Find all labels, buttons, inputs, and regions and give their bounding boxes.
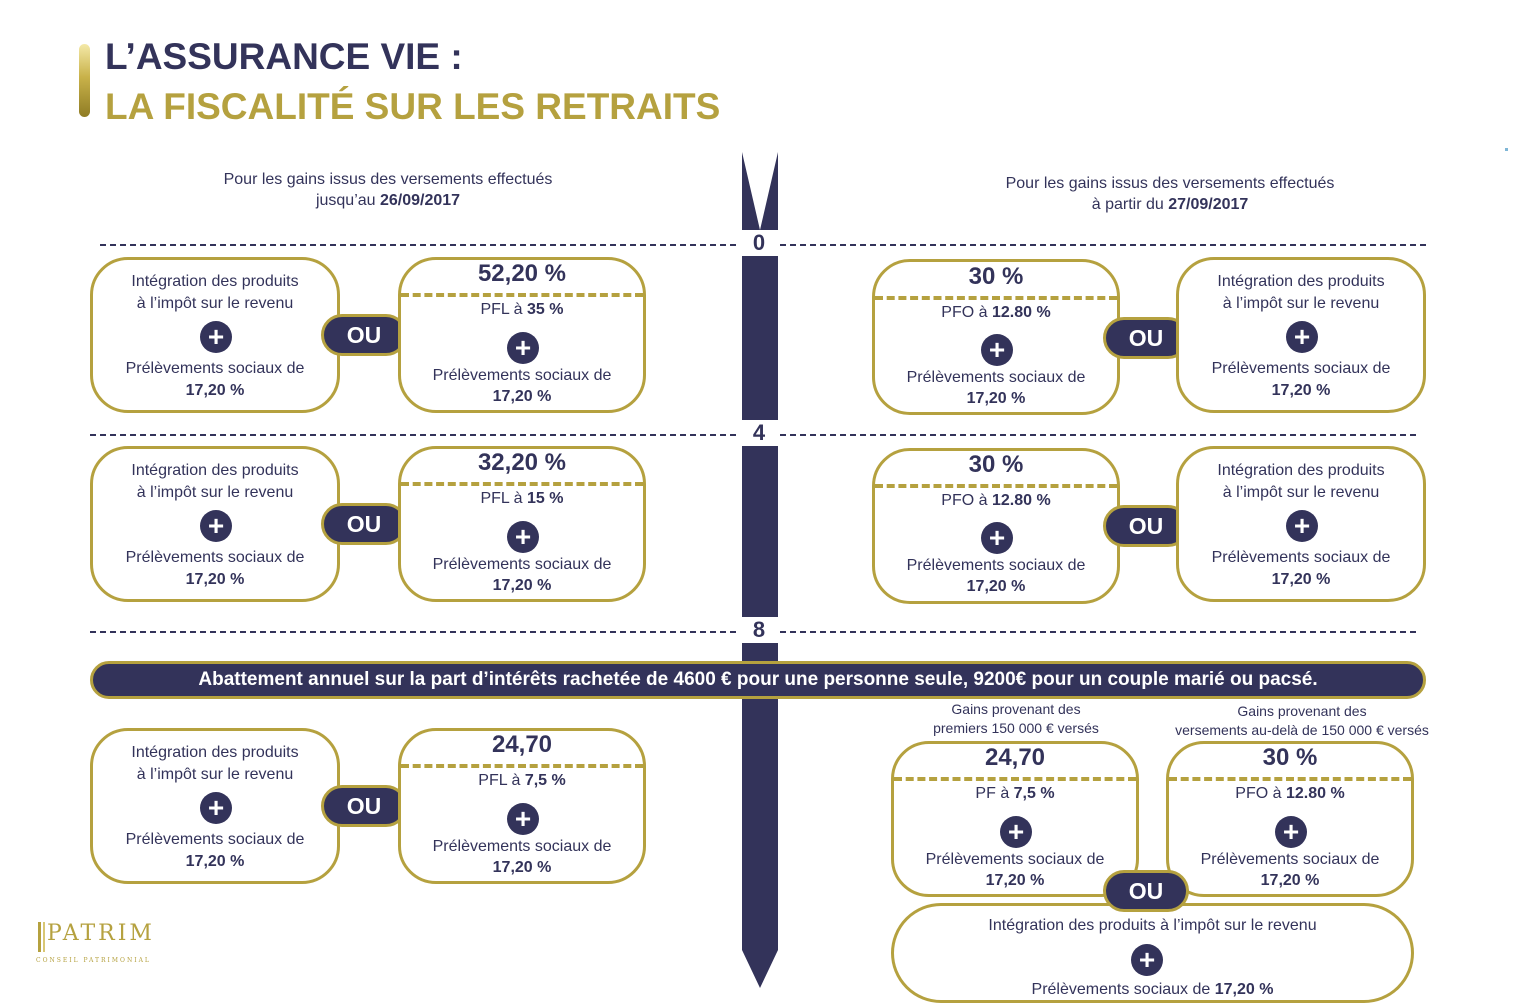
beyond-150k-label-line2: versements au-delà de 150 000 € versés: [1175, 722, 1429, 738]
left-header-line1: Pour les gains issus des versements effectués: [223, 171, 553, 188]
social-levy-label: Prélèvements sociaux de: [906, 369, 1086, 386]
year-label-0: 0: [739, 230, 779, 256]
income-tax-option-box: [90, 257, 340, 413]
logo-wordmark: PATRIM: [47, 921, 155, 946]
plus-icon: +: [507, 803, 539, 835]
income-tax-option-box: [1176, 257, 1426, 413]
flat-tax-beyond-150k-box: [1166, 741, 1414, 897]
total-rate: 30 %: [1262, 744, 1318, 771]
flat-tax-label: PFL à: [478, 772, 525, 789]
social-levy-label: Prélèvements sociaux de: [125, 831, 305, 848]
first-150k-label-line2: premiers 150 000 € versés: [933, 720, 1099, 736]
year-label-4: 4: [739, 420, 779, 446]
total-rate: 30 %: [968, 451, 1024, 478]
ir-text-line2: à l’impôt sur le revenu: [136, 766, 294, 783]
ir-text-line1: Intégration des produits: [131, 273, 299, 290]
flat-tax-label: PFL à: [480, 301, 528, 318]
social-levy-rate: 17,20 %: [966, 390, 1026, 407]
plus-icon: +: [981, 334, 1013, 366]
social-levy-rate: 17,20 %: [1271, 382, 1331, 399]
social-levy-rate: 17,20 %: [492, 388, 552, 405]
wide-social-levy-label: Prélèvements sociaux de: [1031, 981, 1215, 998]
plus-icon: +: [1131, 944, 1163, 976]
social-levy-rate: 17,20 %: [985, 872, 1045, 889]
social-levy-label: Prélèvements sociaux de: [432, 556, 612, 573]
income-tax-option-box: [90, 728, 340, 884]
social-levy-rate: 17,20 %: [185, 571, 245, 588]
logo-tagline: CONSEIL PATRIMONIAL: [36, 957, 151, 964]
flat-tax-label: PFO à: [941, 304, 992, 321]
social-levy-label: Prélèvements sociaux de: [1211, 360, 1391, 377]
total-rate: 24,70: [491, 731, 553, 758]
or-badge: OU: [1103, 505, 1189, 547]
flat-tax-rate: 7,5 %: [524, 772, 566, 789]
flat-tax-rate: 35 %: [527, 301, 564, 318]
plus-icon: +: [200, 792, 232, 824]
flat-tax-label: PFO à: [1235, 785, 1286, 802]
income-tax-wide-box: [891, 903, 1414, 1003]
or-badge: OU: [1103, 317, 1189, 359]
plus-icon: +: [1000, 816, 1032, 848]
social-levy-rate: 17,20 %: [492, 577, 552, 594]
social-levy-rate: 17,20 %: [492, 859, 552, 876]
social-levy-rate: 17,20 %: [1271, 571, 1331, 588]
right-header-date: 27/09/2017: [1168, 196, 1249, 213]
plus-icon: +: [981, 522, 1013, 554]
flat-tax-rate: 15 %: [527, 490, 564, 507]
gold-separator: [894, 777, 1136, 781]
wide-ir-text: Intégration des produits à l’impôt sur le revenu: [988, 917, 1317, 934]
social-levy-rate: 17,20 %: [185, 853, 245, 870]
right-column-header: [970, 173, 1370, 215]
gold-separator: [875, 484, 1117, 488]
ir-text-line1: Intégration des produits: [1217, 462, 1385, 479]
plus-icon: +: [1286, 510, 1318, 542]
flat-tax-rate: 12.80 %: [991, 304, 1051, 321]
total-rate: 32,20 %: [477, 449, 567, 476]
flat-tax-option-box: [398, 728, 646, 884]
first-150k-label: [896, 700, 1136, 738]
annual-allowance-banner: Abattement annuel sur la part d’intérêts rachetée de 4600 € pour une personne seule, 9200€ pour un couple marié ou pacsé.: [90, 661, 1426, 699]
social-levy-label: Prélèvements sociaux de: [125, 360, 305, 377]
left-column-header: [188, 169, 588, 211]
flat-tax-rate: 12.80 %: [991, 492, 1051, 509]
gold-separator: [401, 764, 643, 768]
ir-text-line2: à l’impôt sur le revenu: [136, 295, 294, 312]
left-header-prefix: jusqu’au: [315, 192, 380, 209]
or-badge: OU: [321, 785, 407, 827]
flat-tax-option-box: [398, 446, 646, 602]
first-150k-label-line1: Gains provenant des: [951, 701, 1081, 717]
flat-tax-label: PFO à: [941, 492, 992, 509]
or-badge: OU: [1103, 870, 1189, 912]
social-levy-label: Prélèvements sociaux de: [125, 549, 305, 566]
plus-icon: +: [507, 332, 539, 364]
social-levy-label: Prélèvements sociaux de: [1211, 549, 1391, 566]
gold-separator: [401, 482, 643, 486]
plus-icon: +: [200, 321, 232, 353]
flat-tax-rate: 7,5 %: [1013, 785, 1055, 802]
social-levy-label: Prélèvements sociaux de: [432, 838, 612, 855]
total-rate: 24,70: [984, 744, 1046, 771]
plus-icon: +: [1286, 321, 1318, 353]
decorative-dot: [1505, 148, 1508, 151]
ir-text-line1: Intégration des produits: [131, 744, 299, 761]
page-title: L’ASSURANCE VIE :: [105, 36, 463, 77]
social-levy-label: Prélèvements sociaux de: [432, 367, 612, 384]
gold-separator: [401, 293, 643, 297]
timeline-spear: [740, 150, 780, 990]
ir-text-line2: à l’impôt sur le revenu: [1222, 484, 1380, 501]
flat-tax-option-box: [872, 259, 1120, 415]
total-rate: 30 %: [968, 263, 1024, 290]
gold-separator: [875, 296, 1117, 300]
ir-text-line2: à l’impôt sur le revenu: [136, 484, 294, 501]
left-header-date: 26/09/2017: [379, 192, 461, 209]
flat-tax-rate: 12.80 %: [1285, 785, 1345, 802]
flat-tax-label: PF à: [975, 785, 1014, 802]
total-rate: 52,20 %: [477, 260, 567, 287]
ir-text-line2: à l’impôt sur le revenu: [1222, 295, 1380, 312]
beyond-150k-label: [1146, 702, 1458, 740]
or-badge: OU: [321, 503, 407, 545]
income-tax-option-box: [90, 446, 340, 602]
income-tax-option-box: [1176, 446, 1426, 602]
flat-tax-first-150k-box: [891, 741, 1139, 897]
page-subtitle: LA FISCALITÉ SUR LES RETRAITS: [105, 86, 721, 127]
beyond-150k-label-line1: Gains provenant des: [1237, 703, 1367, 719]
plus-icon: +: [1275, 816, 1307, 848]
gold-separator: [1169, 777, 1411, 781]
flat-tax-label: PFL à: [480, 490, 528, 507]
plus-icon: +: [507, 521, 539, 553]
social-levy-label: Prélèvements sociaux de: [1200, 851, 1380, 868]
social-levy-label: Prélèvements sociaux de: [925, 851, 1105, 868]
social-levy-rate: 17,20 %: [185, 382, 245, 399]
social-levy-label: Prélèvements sociaux de: [906, 557, 1086, 574]
title-accent-bar: [79, 44, 90, 117]
right-header-prefix: à partir du: [1091, 196, 1169, 213]
flat-tax-option-box: [398, 257, 646, 413]
wide-social-levy-rate: 17,20 %: [1214, 981, 1274, 998]
ir-text-line1: Intégration des produits: [1217, 273, 1385, 290]
year-label-8: 8: [739, 617, 779, 643]
right-header-line1: Pour les gains issus des versements effectués: [1005, 175, 1335, 192]
flat-tax-option-box: [872, 448, 1120, 604]
or-badge: OU: [321, 314, 407, 356]
plus-icon: +: [200, 510, 232, 542]
social-levy-rate: 17,20 %: [1260, 872, 1320, 889]
social-levy-rate: 17,20 %: [966, 578, 1026, 595]
ir-text-line1: Intégration des produits: [131, 462, 299, 479]
